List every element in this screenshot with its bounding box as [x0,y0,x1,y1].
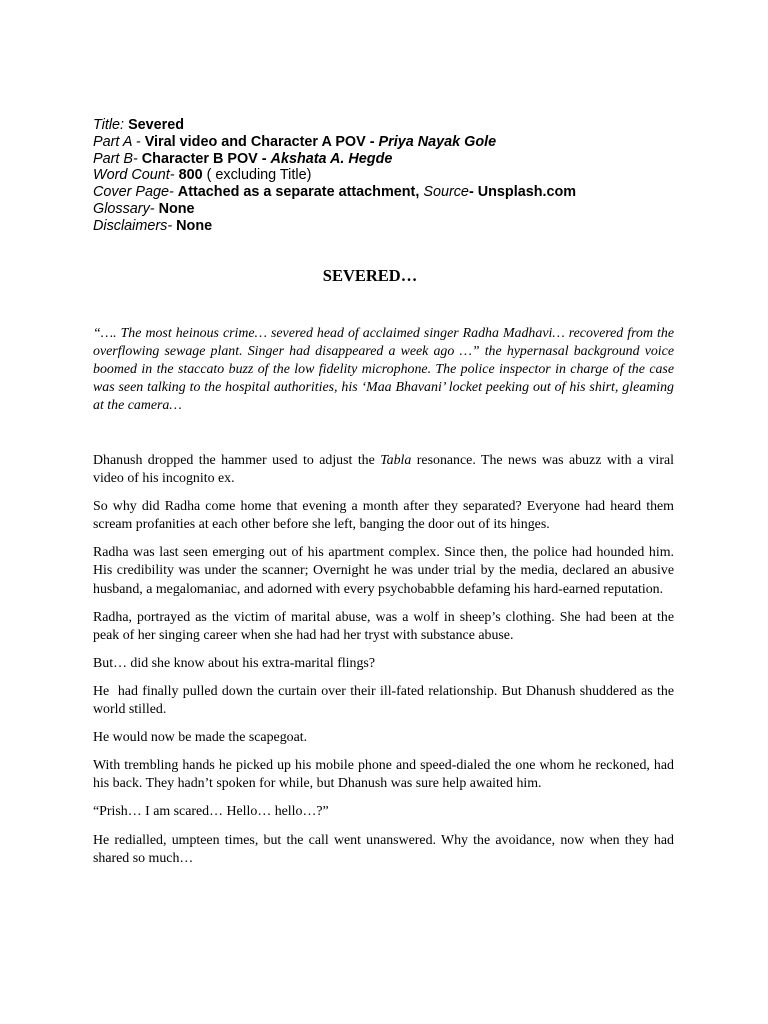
meta-disclaimers-value: None [176,217,213,234]
quote-paragraph: “…. The most heinous crime… severed head of acclaimed singer Radha Madhavi… recovered from the overflowing sewage plant. Singer had disappeared a week ago …” the hypernasal background voice boomed in the staccato buzz of the low fidelity microphone. The police inspector in charge of the case was seen talking to the hospital authorities, his ‘Maa Bhavani’ locket peeking out of his shirt, gleaming at the camera… [93,326,674,414]
meta-word-count [93,167,693,184]
meta-part-b-value: Character B POV - [141,150,271,167]
paragraph-1-start: Dhanush dropped the hammer used to adjust the [93,453,381,468]
meta-title-value: Severed [128,117,185,133]
meta-word-count-note: ( excluding Title) [202,167,312,184]
paragraph-8: With trembling hands he picked up his mobile phone and speed-dialed the one whom he reckoned, had his back. They hadn’t spoken for while, but Dhanush was sure help awaited him. [93,758,674,792]
meta-title [93,117,693,134]
paragraph-2: So why did Radha come home that evening a month after they separated? Everyone had heard them scream profanities at each other before she left, banging the door out of its hinges. [93,499,674,533]
meta-disclaimers-label: Disclaimers- [93,217,177,234]
paragraph-1 [93,452,674,488]
meta-title-label: Title: [93,117,129,133]
paragraph-1-end: resonance. The news was abuzz with a viral video of his incognito ex. [93,453,674,487]
meta-source-label: Source [423,184,469,201]
paragraph-9: “Prish… I am scared… Hello… hello…?” [93,804,329,820]
meta-part-a-value: Viral video and Character A POV - [144,133,379,150]
paragraph-7: He would now be made the scapegoat. [93,730,308,746]
paragraph-10: He redialled, umpteen times, but the call went unanswered. Why the avoidance, now when they had shared so much… [93,832,674,866]
meta-cover-value: Attached as a separate attachment, [177,184,424,201]
meta-disclaimers [93,218,693,235]
meta-source-value: - Unsplash.com [468,184,577,201]
paragraph-6: He had finally pulled down the curtain over their ill-fated relationship. But Dhanush shuddered as the world stilled. [93,683,678,718]
meta-word-count-value: 800 [178,167,203,184]
paragraph-1-italic: Tabla [380,453,412,468]
meta-part-b-label: Part B- [93,150,142,167]
paragraph-5: But… did she know about his extra-marital flings? [93,655,376,671]
meta-glossary-value: None [158,200,195,217]
paragraph-3: Radha was last seen emerging out of his apartment complex. Since then, the police had hounded him. His credibility was under the scanner; Overnight he was under trial by the media, declared an abusive husband, a megalomaniac, and adorned with every psychobabble defaming his hard-earned reputation. [93,545,674,597]
meta-cover-page [93,184,693,201]
meta-glossary-label: Glossary- [93,200,159,217]
story-heading: SEVERED… [322,266,418,285]
meta-part-b [93,151,693,168]
meta-part-a-label: Part A - [93,133,145,150]
meta-glossary [93,201,693,218]
meta-part-a-author: Priya Nayak Gole [378,133,497,150]
story-body [93,452,678,878]
meta-cover-label: Cover Page- [93,184,178,201]
metadata-block [93,117,693,235]
meta-part-b-author: Akshata A. Hegde [270,150,393,167]
meta-part-a [93,134,693,151]
opening-quote [93,325,674,425]
meta-word-count-label: Word Count- [93,167,179,184]
paragraph-4: Radha, portrayed as the victim of marital abuse, was a wolf in sheep’s clothing. She had been at the peak of her singing career when she had had her tryst with substance abuse. [93,609,674,643]
